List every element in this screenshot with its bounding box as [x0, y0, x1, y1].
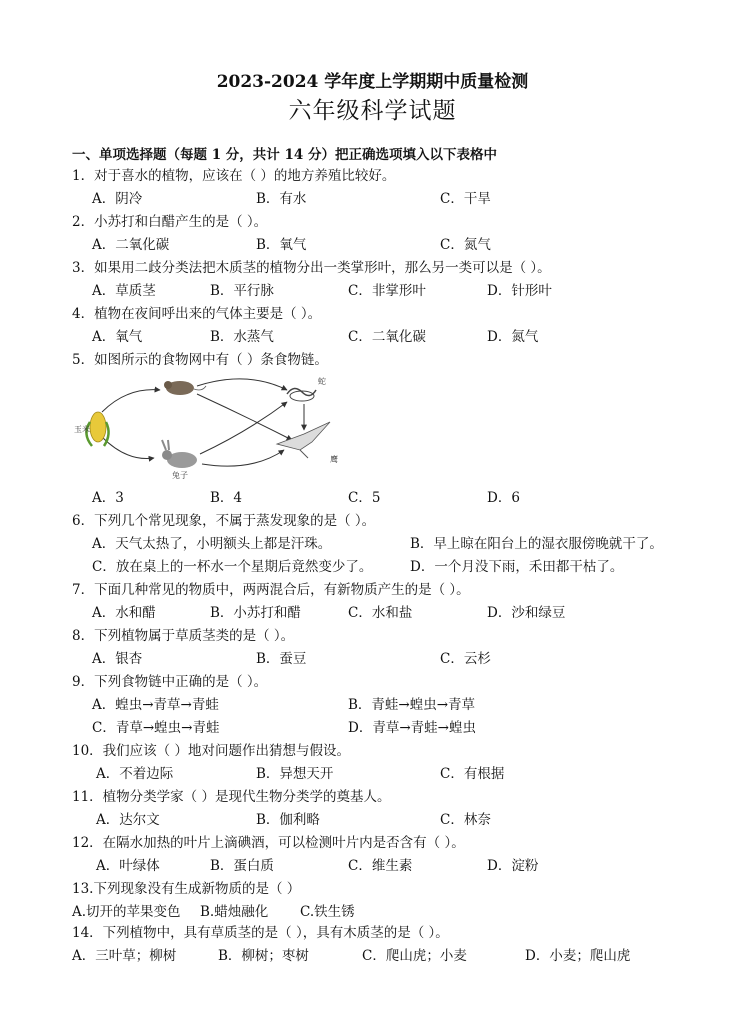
question-6-option-b: B．早上晾在阳台上的湿衣服傍晚就干了。: [410, 536, 663, 552]
question-5-option-b: B．4: [210, 490, 243, 506]
question-14-option-a: A．三叶草；柳树: [72, 948, 177, 964]
question-7-option-a: A．水和醋: [92, 605, 156, 621]
question-13-option-b: B.蜡烛融化: [200, 904, 269, 920]
question-7-option-b: B．小苏打和醋: [210, 605, 301, 621]
question-8-option-c: C．云杉: [440, 651, 491, 667]
question-8-option-a: A．银杏: [92, 651, 143, 667]
question-1-option-c: C．干旱: [440, 191, 491, 207]
question-8-option-b: B．蚕豆: [256, 651, 307, 667]
question-13-stem: 13.下列现象没有生成新物质的是（ ）: [72, 881, 301, 897]
snake-icon: [287, 388, 316, 401]
question-10-stem: 10．我们应该（ ）地对问题作出猜想与假设。: [72, 743, 350, 759]
question-4-stem: 4．植物在夜间呼出来的气体主要是（ ）。: [72, 306, 322, 322]
question-6-stem: 6．下列几个常见现象，不属于蒸发现象的是（ ）。: [72, 513, 376, 529]
question-6-option-d: D．一个月没下雨，禾田都干枯了。: [410, 559, 624, 575]
question-10-option-c: C．有根据: [440, 766, 505, 782]
question-2-option-b: B．氧气: [256, 237, 307, 253]
question-1-option-a: A．阴冷: [92, 191, 143, 207]
question-12-option-a: A．叶绿体: [96, 858, 160, 874]
arrow-mouse-to-eagle: [197, 394, 292, 440]
question-12-stem: 12．在隔水加热的叶片上滴碘酒，可以检测叶片内是否含有（ ）。: [72, 835, 465, 851]
question-3-option-d: D．针形叶: [487, 283, 552, 299]
question-3-stem: 3．如果用二歧分类法把木质茎的植物分出一类掌形叶，那么另一类可以是（ ）。: [72, 260, 551, 276]
question-4-option-c: C．二氧化碳: [348, 329, 426, 345]
question-1-option-b: B．有水: [256, 191, 307, 207]
rabbit-icon: [162, 440, 197, 468]
question-2-option-a: A．二氧化碳: [92, 237, 170, 253]
arrow-rabbit-to-snake: [200, 402, 287, 454]
question-14-option-c: C．爬山虎；小麦: [362, 948, 467, 964]
question-2-stem: 2．小苏打和白醋产生的是（ ）。: [72, 214, 268, 230]
question-7-option-c: C．水和盐: [348, 605, 413, 621]
question-5-option-c: C．5: [348, 490, 381, 506]
question-3-option-b: B．平行脉: [210, 283, 274, 299]
question-2-option-c: C．氮气: [440, 237, 491, 253]
question-8-stem: 8．下列植物属于草质茎类的是（ ）。: [72, 628, 295, 644]
question-3-option-a: A．草质茎: [92, 283, 156, 299]
question-14-option-d: D．小麦；爬山虎: [525, 948, 631, 964]
question-9-stem: 9．下列食物链中正确的是（ ）。: [72, 674, 268, 690]
food-web-figure: [72, 372, 372, 482]
question-14-stem: 14．下列植物中，具有草质茎的是（ ），具有木质茎的是（ ）。: [72, 925, 449, 941]
question-10-option-b: B．异想天开: [256, 766, 334, 782]
exam-year-title: 2023-2024 学年度上学期期中质量检测: [216, 72, 529, 92]
question-7-option-d: D．沙和绿豆: [487, 605, 566, 621]
question-7-stem: 7．下面几种常见的物质中，两两混合后，有新物质产生的是（ ）。: [72, 582, 470, 598]
question-14-option-b: B．柳树；枣树: [218, 948, 309, 964]
question-12-option-d: D．淀粉: [487, 858, 539, 874]
arrow-corn-to-rabbit: [102, 437, 154, 459]
arrow-mouse-to-snake: [197, 379, 287, 390]
snake-label: 蛇: [318, 377, 326, 386]
question-5-option-a: A．3: [92, 490, 124, 506]
question-6-option-c: C．放在桌上的一杯水一个星期后竟然变少了。: [92, 559, 373, 575]
question-11-option-a: A．达尔文: [96, 812, 160, 828]
question-11-stem: 11．植物分类学家（ ）是现代生物分类学的奠基人。: [72, 789, 391, 805]
exam-title: 六年级科学试题: [288, 98, 457, 124]
corn-label: 玉米: [74, 425, 90, 434]
question-12-option-c: C．维生素: [348, 858, 413, 874]
question-12-option-b: B．蛋白质: [210, 858, 274, 874]
question-5-stem: 5．如图所示的食物网中有（ ）条食物链。: [72, 352, 328, 368]
question-6-option-a: A．天气太热了，小明额头上都是汗珠。: [92, 536, 332, 552]
rabbit-label: 兔子: [172, 471, 188, 480]
question-9-option-a: A．蝗虫→青草→青蛙: [92, 697, 219, 713]
question-9-option-b: B．青蛙→蝗虫→青草: [348, 697, 476, 713]
question-4-option-b: B．水蒸气: [210, 329, 274, 345]
mouse-icon: [164, 381, 206, 395]
question-1-stem: 1．对于喜水的植物，应该在（ ）的地方养殖比较好。: [72, 168, 396, 184]
arrow-corn-to-mouse: [102, 390, 160, 412]
question-5-option-d: D．6: [487, 490, 520, 506]
question-13-option-c: C.铁生锈: [300, 904, 355, 920]
arrow-rabbit-to-eagle: [202, 450, 284, 466]
question-11-option-b: B．伽利略: [256, 812, 320, 828]
question-10-option-a: A．不着边际: [96, 766, 174, 782]
question-9-option-d: D．青草→青蛙→蝗虫: [348, 720, 476, 736]
section-heading: 一、单项选择题（每题 1 分，共计 14 分）把正确选项填入以下表格中: [72, 147, 497, 163]
question-9-option-c: C．青草→蝗虫→青蛙: [92, 720, 220, 736]
question-4-option-d: D．氮气: [487, 329, 539, 345]
eagle-label: 鹰: [330, 455, 338, 464]
question-13-option-a: A.切开的苹果变色: [72, 904, 181, 920]
question-11-option-c: C．林奈: [440, 812, 491, 828]
question-4-option-a: A．氧气: [92, 329, 143, 345]
question-3-option-c: C．非掌形叶: [348, 283, 426, 299]
